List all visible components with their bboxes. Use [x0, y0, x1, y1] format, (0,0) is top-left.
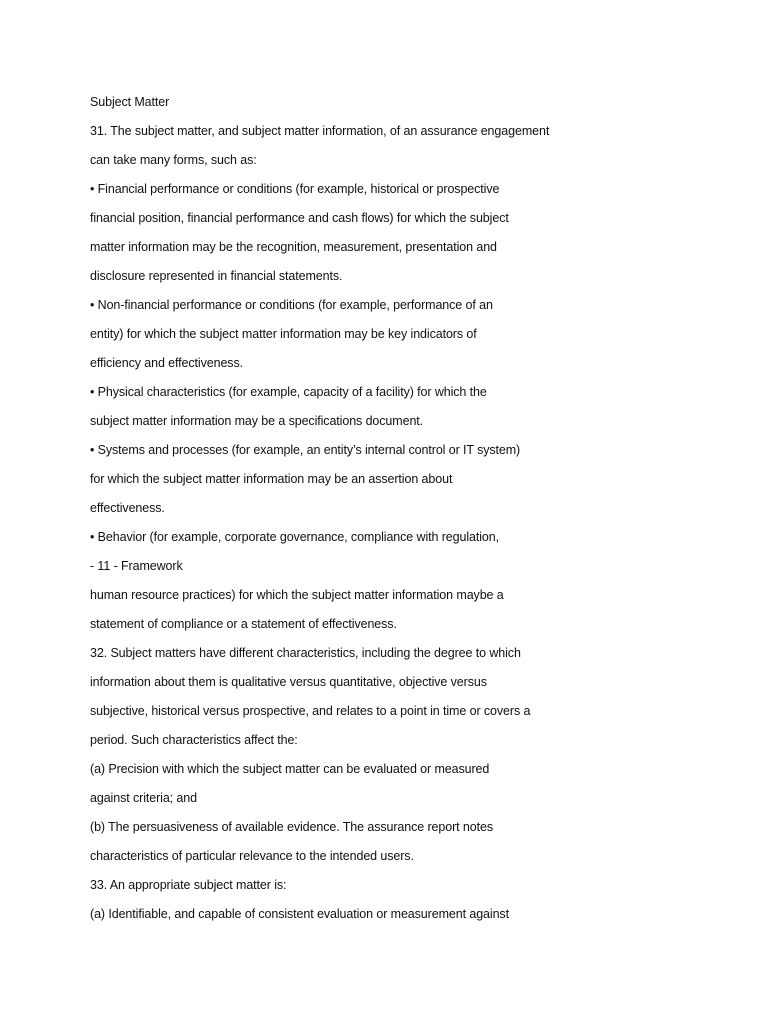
bullet-line: • Financial performance or conditions (for example, historical or prospective — [90, 182, 500, 196]
paragraph-line: statement of compliance or a statement of effectiveness. — [90, 617, 397, 631]
bullet-line: • Physical characteristics (for example, capacity of a facility) for which the — [90, 385, 487, 399]
list-item-line: (a) Precision with which the subject matter can be evaluated or measured — [90, 762, 490, 776]
list-item-line: (a) Identifiable, and capable of consistent evaluation or measurement against — [90, 907, 509, 921]
page-footer-marker: - 11 - Framework — [90, 559, 183, 573]
paragraph-line: characteristics of particular relevance to the intended users. — [90, 849, 414, 863]
paragraph-line: effectiveness. — [90, 501, 165, 515]
paragraph-line: 31. The subject matter, and subject matter information, of an assurance engagement — [90, 124, 550, 138]
paragraph-line: 32. Subject matters have different characteristics, including the degree to which — [90, 646, 521, 660]
document-text — [90, 88, 730, 929]
paragraph-line: matter information may be the recognition, measurement, presentation and — [90, 240, 497, 254]
section-heading: Subject Matter — [90, 95, 170, 109]
paragraph-line: can take many forms, such as: — [90, 153, 257, 167]
paragraph-line: against criteria; and — [90, 791, 197, 805]
list-item-line: (b) The persuasiveness of available evidence. The assurance report notes — [90, 820, 493, 834]
paragraph-line: for which the subject matter information may be an assertion about — [90, 472, 453, 486]
paragraph-line: subject matter information may be a specifications document. — [90, 414, 424, 428]
paragraph-line: financial position, financial performance and cash flows) for which the subject — [90, 211, 509, 225]
bullet-line: • Behavior (for example, corporate governance, compliance with regulation, — [90, 530, 500, 544]
paragraph-line: human resource practices) for which the subject matter information maybe a — [90, 588, 504, 602]
paragraph-line: information about them is qualitative versus quantitative, objective versus — [90, 675, 487, 689]
paragraph-line: subjective, historical versus prospective, and relates to a point in time or covers a — [90, 704, 531, 718]
bullet-line: • Systems and processes (for example, an entity’s internal control or IT system) — [90, 443, 521, 457]
paragraph-line: entity) for which the subject matter information may be key indicators of — [90, 327, 477, 341]
paragraph-line: period. Such characteristics affect the: — [90, 733, 298, 747]
bullet-line: • Non-financial performance or conditions (for example, performance of an — [90, 298, 493, 312]
paragraph-line: disclosure represented in financial statements. — [90, 269, 343, 283]
paragraph-line: efficiency and effectiveness. — [90, 356, 243, 370]
paragraph-line: 33. An appropriate subject matter is: — [90, 878, 287, 892]
